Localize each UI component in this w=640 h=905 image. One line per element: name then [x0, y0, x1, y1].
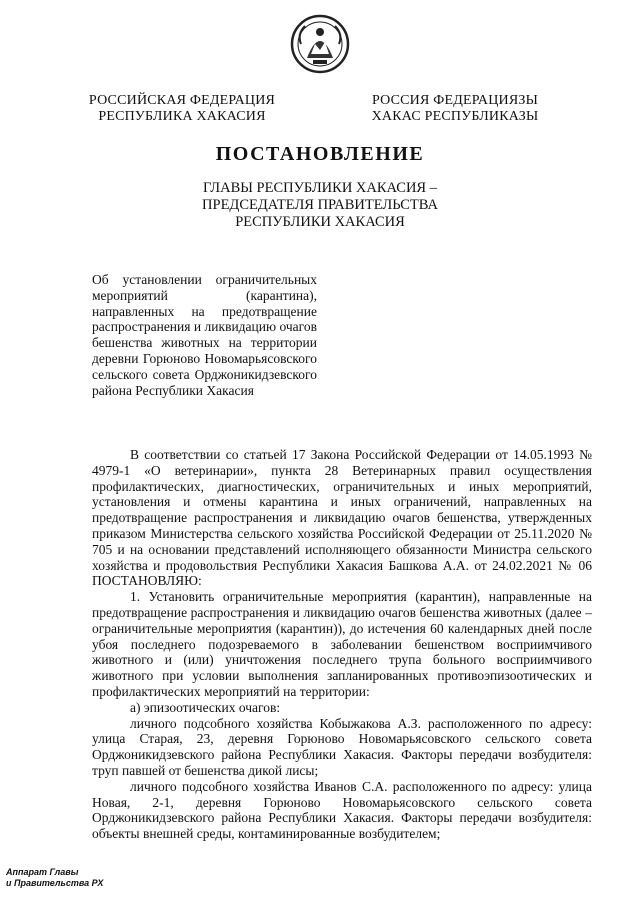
body-paragraph: 1. Установить ограничительные мероприятия (карантин), направленные на предотвращение распространения и ликвидацию очагов бешенства животных (далее – ограничительные мероприятия (карантин)), до истечения 60 календарных дней после убоя последнего подозреваемого в заболевании бешенством восприимчивого животного и (или) уничтожения последнего трупа больного восприимчивого животного при условии выполнения запланированных противоэпизоотических и профилактических мероприятий на территории: — [92, 589, 592, 699]
body-paragraph: а) эпизоотических очагов: — [130, 699, 281, 715]
stamp-line: и Правительства РХ — [6, 878, 104, 888]
header-left-line: РОССИЙСКАЯ ФЕДЕРАЦИЯ — [88, 93, 276, 108]
document-subject: Об установлении ограничительных мероприятий (карантина), направленных на предотвращение распространения и ликвидацию очагов бешенства животных на территории деревни Горюново Новомарьясовского сельского совета Орджоникидзевского района Республики Хакасия — [92, 272, 317, 398]
body-paragraph: личного подсобного хозяйства Иванов С.А. расположенного по адресу: улица Новая, 2-1, деревня Горюново Новомарьясовского сельского совета Орджоникидзевского района Республики Хакасия. Факторы передачи возбудителя: объекты внешней среды, контаминированные возбудителем; — [92, 778, 592, 842]
document-subtitle — [150, 180, 490, 231]
header-right-line: ХАКАС РЕСПУБЛИКАЗЫ — [371, 109, 539, 124]
body-paragraph: личного подсобного хозяйства Кобыжакова А.З. расположенного по адресу: улица Старая, 23, деревня Горюново Новомарьясовского сельского совета Орджоникидзевского района Республики Хакасия. Факторы передачи возбудителя: труп павшей от бешенства дикой лисы; — [92, 715, 592, 778]
header-left — [82, 93, 282, 125]
header-left-line: РЕСПУБЛИКА ХАКАСИЯ — [98, 109, 266, 124]
subtitle-line: РЕСПУБЛИКИ ХАКАСИЯ — [235, 214, 405, 230]
document-title: ПОСТАНОВЛЕНИЕ — [215, 143, 425, 165]
header-right — [355, 93, 555, 125]
stamp-line: Аппарат Главы — [6, 867, 79, 877]
subtitle-line: ПРЕДСЕДАТЕЛЯ ПРАВИТЕЛЬСТВА — [202, 197, 438, 213]
body-paragraph: В соответствии со статьей 17 Закона Российской Федерации от 14.05.1993 № 4979-1 «О ветеринарии», пункта 28 Ветеринарных правил осуществления профилактических, диагностических, ограничительных и иных мероприятий, установления и отмены карантина и иных ограничений, направленных на предотвращение распространения и ликвидацию очагов бешенства, утвержденных приказом Министерства сельского хозяйства Российской Федерации от 25.11.2020 № 705 и на основании представлений исполняющего обязанности Министра сельского хозяйства и продовольствия Республики Хакасия Башкова А.А. от 24.02.2021 № 06 ПОСТАНОВЛЯЮ: — [92, 447, 592, 589]
document-body — [92, 447, 592, 842]
office-stamp — [6, 867, 103, 889]
header-right-line: РОССИЯ ФЕДЕРАЦИЯЗЫ — [371, 93, 539, 108]
coat-of-arms-emblem — [289, 14, 351, 74]
subtitle-line: ГЛАВЫ РЕСПУБЛИКИ ХАКАСИЯ – — [203, 180, 437, 196]
